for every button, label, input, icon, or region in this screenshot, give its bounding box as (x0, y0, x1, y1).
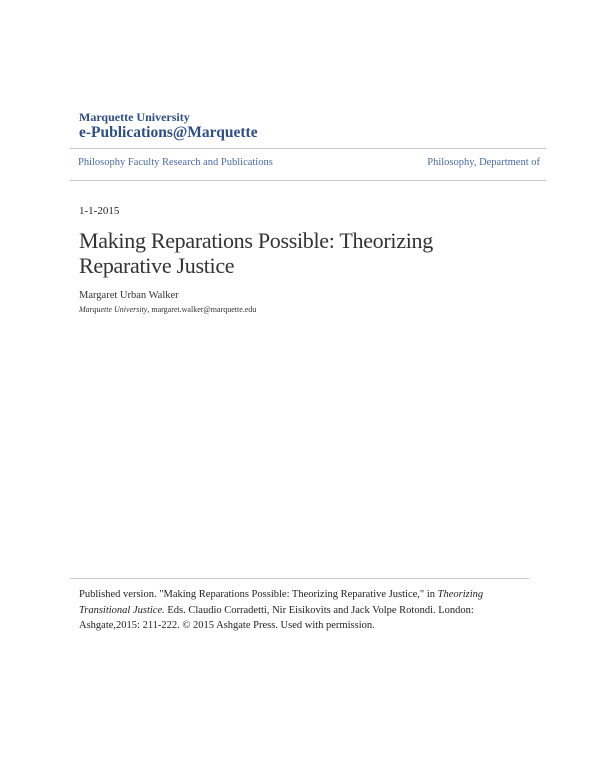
citation-part-1: Published version. "Making Reparations Possible: Theorizing Reparative Justice," in (79, 589, 438, 600)
collection-link[interactable]: Philosophy Faculty Research and Publications (78, 157, 273, 168)
repository-name[interactable]: e-Publications@Marquette (79, 124, 258, 141)
repository-header (79, 110, 258, 142)
article-title: Making Reparations Possible: Theorizing Reparative Justice (79, 228, 433, 278)
citation-part-2: Eds. Claudio Corradetti, Nir Eisikovits and Jack Volpe Rotondi. London: Ashgate,2015: 211-222. © 2015 Ashgate Press. Used with permission. (79, 604, 474, 631)
affiliation-email: , margaret.walker@marquette.edu (147, 305, 257, 314)
author-affiliation (79, 305, 256, 314)
citation-footer (70, 578, 529, 634)
department-link[interactable]: Philosophy, Department of (427, 157, 540, 168)
publication-date: 1-1-2015 (79, 205, 120, 217)
collection-nav-bar (70, 148, 546, 181)
author-name: Margaret Urban Walker (79, 290, 179, 301)
citation-book-title: Theorizing Transitional Justice. (79, 589, 484, 616)
affiliation-institution: Marquette University (79, 305, 148, 314)
institution-name[interactable]: Marquette University (79, 110, 190, 124)
citation-text (79, 587, 524, 634)
